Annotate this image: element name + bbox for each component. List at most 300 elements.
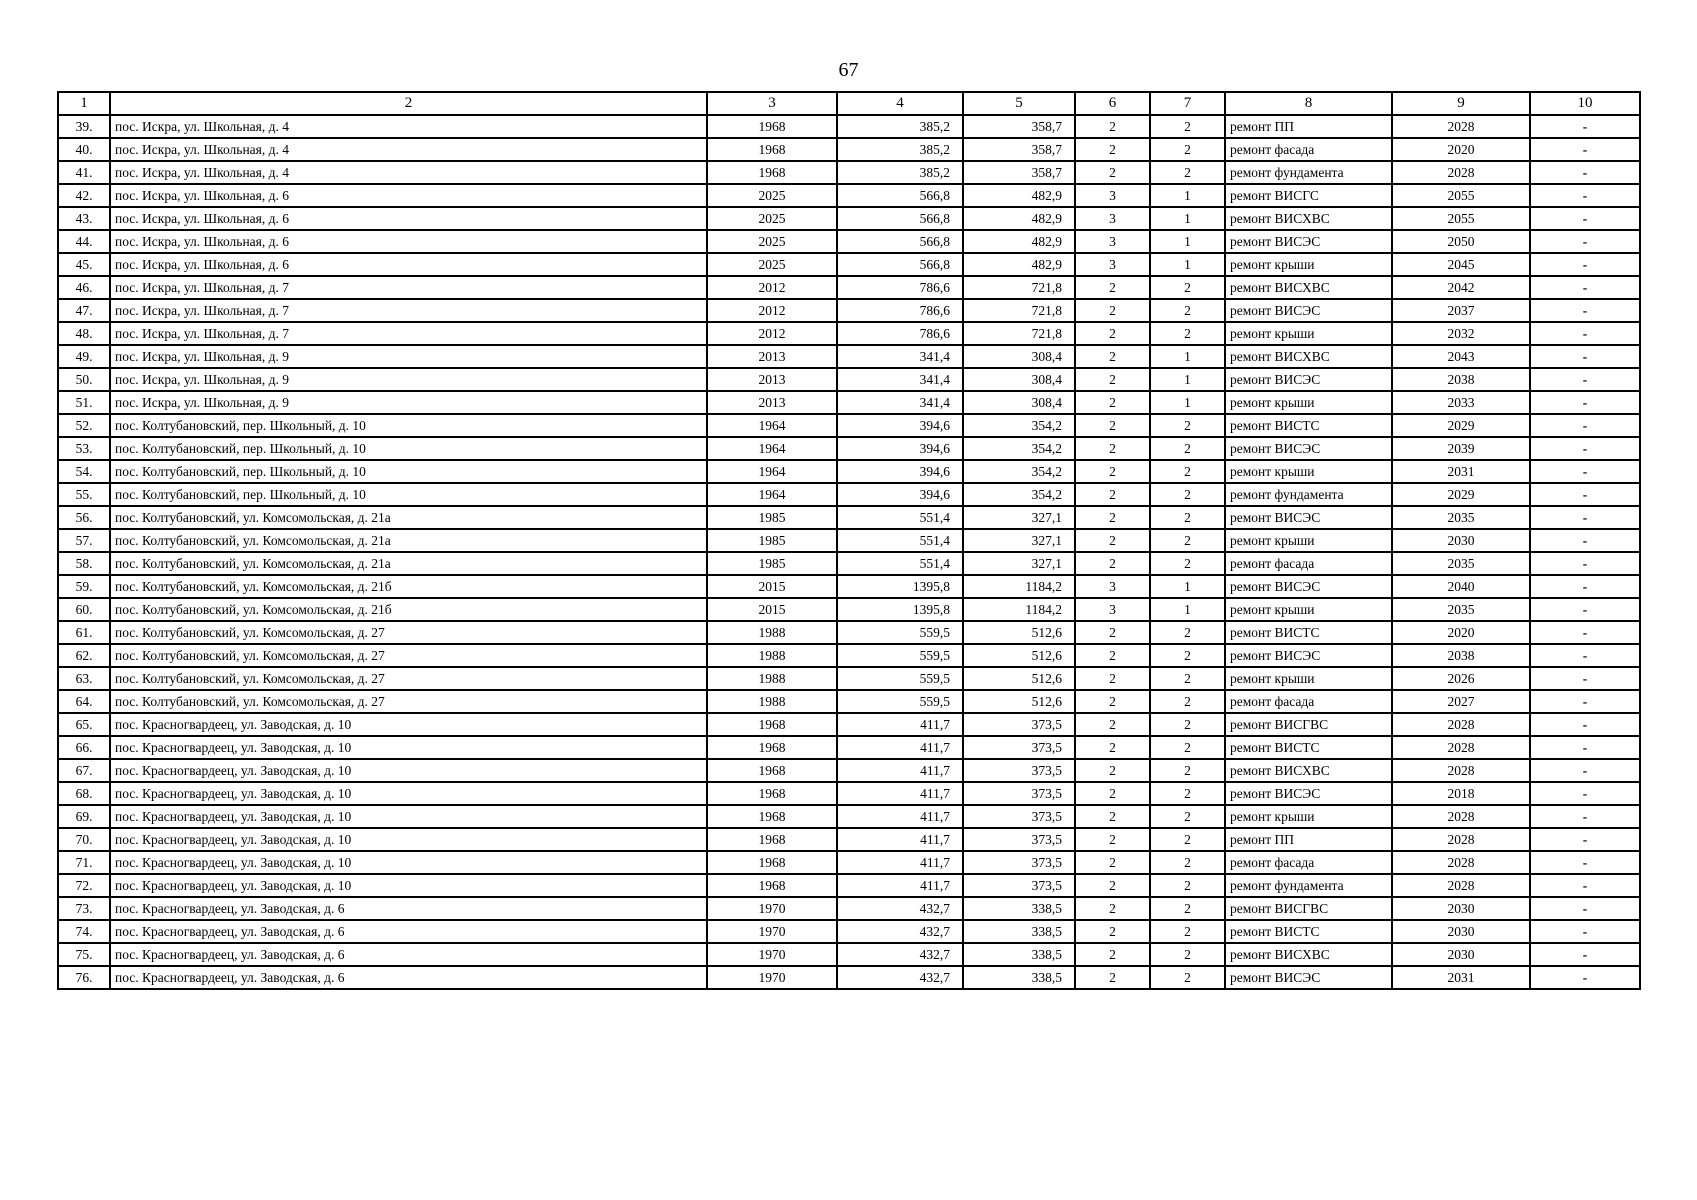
floors-cell: 2 (1075, 805, 1150, 828)
floors-cell: 2 (1075, 138, 1150, 161)
note-cell: - (1530, 759, 1640, 782)
row-number-cell: 69. (58, 805, 110, 828)
planned-year-cell: 2040 (1392, 575, 1530, 598)
work-type-cell: ремонт ВИСЭС (1225, 506, 1392, 529)
entrances-cell: 2 (1150, 828, 1225, 851)
living-area-cell: 373,5 (963, 828, 1075, 851)
total-area-cell: 786,6 (837, 276, 963, 299)
note-cell: - (1530, 437, 1640, 460)
note-cell: - (1530, 943, 1640, 966)
row-number-cell: 62. (58, 644, 110, 667)
year-cell: 2015 (707, 598, 837, 621)
year-cell: 1988 (707, 667, 837, 690)
entrances-cell: 2 (1150, 460, 1225, 483)
row-number-cell: 41. (58, 161, 110, 184)
entrances-cell: 2 (1150, 851, 1225, 874)
entrances-cell: 2 (1150, 805, 1225, 828)
note-cell: - (1530, 253, 1640, 276)
entrances-cell: 2 (1150, 759, 1225, 782)
entrances-cell: 2 (1150, 276, 1225, 299)
entrances-cell: 2 (1150, 529, 1225, 552)
table-row (58, 851, 1640, 874)
address-cell: пос. Искра, ул. Школьная, д. 4 (110, 138, 707, 161)
floors-cell: 2 (1075, 437, 1150, 460)
floors-cell: 2 (1075, 851, 1150, 874)
year-cell: 2025 (707, 207, 837, 230)
planned-year-cell: 2037 (1392, 299, 1530, 322)
table-row (58, 690, 1640, 713)
table-row (58, 161, 1640, 184)
floors-cell: 2 (1075, 874, 1150, 897)
year-cell: 2025 (707, 184, 837, 207)
work-type-cell: ремонт ВИСТС (1225, 414, 1392, 437)
note-cell: - (1530, 345, 1640, 368)
row-number-cell: 39. (58, 115, 110, 138)
planned-year-cell: 2055 (1392, 207, 1530, 230)
floors-cell: 2 (1075, 391, 1150, 414)
total-area-cell: 411,7 (837, 874, 963, 897)
year-cell: 2015 (707, 575, 837, 598)
work-type-cell: ремонт ПП (1225, 115, 1392, 138)
row-number-cell: 67. (58, 759, 110, 782)
total-area-cell: 341,4 (837, 368, 963, 391)
planned-year-cell: 2028 (1392, 713, 1530, 736)
row-number-cell: 56. (58, 506, 110, 529)
table-row (58, 874, 1640, 897)
note-cell: - (1530, 874, 1640, 897)
floors-cell: 2 (1075, 368, 1150, 391)
work-type-cell: ремонт ВИСЭС (1225, 782, 1392, 805)
living-area-cell: 327,1 (963, 506, 1075, 529)
floors-cell: 2 (1075, 713, 1150, 736)
work-type-cell: ремонт ВИСХВС (1225, 345, 1392, 368)
note-cell: - (1530, 414, 1640, 437)
work-type-cell: ремонт ВИСЭС (1225, 644, 1392, 667)
living-area-cell: 373,5 (963, 713, 1075, 736)
table-row (58, 506, 1640, 529)
floors-cell: 2 (1075, 621, 1150, 644)
work-type-cell: ремонт ВИСТС (1225, 621, 1392, 644)
year-cell: 1985 (707, 506, 837, 529)
planned-year-cell: 2031 (1392, 460, 1530, 483)
note-cell: - (1530, 529, 1640, 552)
floors-cell: 2 (1075, 736, 1150, 759)
work-type-cell: ремонт фасада (1225, 552, 1392, 575)
year-cell: 1985 (707, 529, 837, 552)
note-cell: - (1530, 115, 1640, 138)
table-row (58, 414, 1640, 437)
entrances-cell: 2 (1150, 897, 1225, 920)
floors-cell: 3 (1075, 575, 1150, 598)
total-area-cell: 385,2 (837, 161, 963, 184)
floors-cell: 3 (1075, 184, 1150, 207)
note-cell: - (1530, 713, 1640, 736)
note-cell: - (1530, 736, 1640, 759)
planned-year-cell: 2042 (1392, 276, 1530, 299)
year-cell: 1970 (707, 966, 837, 989)
planned-year-cell: 2045 (1392, 253, 1530, 276)
planned-year-cell: 2050 (1392, 230, 1530, 253)
entrances-cell: 2 (1150, 506, 1225, 529)
planned-year-cell: 2028 (1392, 874, 1530, 897)
entrances-cell: 2 (1150, 115, 1225, 138)
note-cell: - (1530, 299, 1640, 322)
row-number-cell: 63. (58, 667, 110, 690)
living-area-cell: 512,6 (963, 667, 1075, 690)
row-number-cell: 57. (58, 529, 110, 552)
address-cell: пос. Красногвардеец, ул. Заводская, д. 10 (110, 759, 707, 782)
column-header-8: 8 (1225, 92, 1392, 115)
address-cell: пос. Искра, ул. Школьная, д. 7 (110, 322, 707, 345)
planned-year-cell: 2028 (1392, 805, 1530, 828)
year-cell: 1968 (707, 805, 837, 828)
work-type-cell: ремонт фасада (1225, 138, 1392, 161)
page-number: 67 (838, 59, 859, 81)
table-row (58, 552, 1640, 575)
repair-schedule-table (57, 91, 1641, 990)
floors-cell: 3 (1075, 598, 1150, 621)
planned-year-cell: 2028 (1392, 115, 1530, 138)
column-header-9: 9 (1392, 92, 1530, 115)
floors-cell: 2 (1075, 644, 1150, 667)
work-type-cell: ремонт ВИСГВС (1225, 897, 1392, 920)
address-cell: пос. Красногвардеец, ул. Заводская, д. 10 (110, 828, 707, 851)
entrances-cell: 2 (1150, 713, 1225, 736)
total-area-cell: 551,4 (837, 552, 963, 575)
entrances-cell: 2 (1150, 943, 1225, 966)
work-type-cell: ремонт фундамента (1225, 874, 1392, 897)
total-area-cell: 341,4 (837, 391, 963, 414)
work-type-cell: ремонт ВИСЭС (1225, 299, 1392, 322)
living-area-cell: 373,5 (963, 874, 1075, 897)
note-cell: - (1530, 805, 1640, 828)
entrances-cell: 2 (1150, 874, 1225, 897)
table-row (58, 345, 1640, 368)
table-row (58, 207, 1640, 230)
year-cell: 1964 (707, 460, 837, 483)
planned-year-cell: 2028 (1392, 828, 1530, 851)
note-cell: - (1530, 690, 1640, 713)
work-type-cell: ремонт фундамента (1225, 161, 1392, 184)
planned-year-cell: 2030 (1392, 897, 1530, 920)
note-cell: - (1530, 483, 1640, 506)
total-area-cell: 559,5 (837, 644, 963, 667)
planned-year-cell: 2028 (1392, 759, 1530, 782)
floors-cell: 2 (1075, 966, 1150, 989)
row-number-cell: 43. (58, 207, 110, 230)
entrances-cell: 2 (1150, 690, 1225, 713)
work-type-cell: ремонт ПП (1225, 828, 1392, 851)
year-cell: 1968 (707, 115, 837, 138)
year-cell: 1968 (707, 736, 837, 759)
entrances-cell: 1 (1150, 230, 1225, 253)
work-type-cell: ремонт крыши (1225, 667, 1392, 690)
planned-year-cell: 2026 (1392, 667, 1530, 690)
floors-cell: 2 (1075, 920, 1150, 943)
address-cell: пос. Красногвардеец, ул. Заводская, д. 6 (110, 943, 707, 966)
total-area-cell: 786,6 (837, 322, 963, 345)
floors-cell: 3 (1075, 253, 1150, 276)
living-area-cell: 512,6 (963, 621, 1075, 644)
row-number-cell: 74. (58, 920, 110, 943)
year-cell: 1970 (707, 897, 837, 920)
planned-year-cell: 2032 (1392, 322, 1530, 345)
living-area-cell: 338,5 (963, 966, 1075, 989)
year-cell: 2013 (707, 345, 837, 368)
year-cell: 1968 (707, 851, 837, 874)
floors-cell: 2 (1075, 345, 1150, 368)
note-cell: - (1530, 644, 1640, 667)
living-area-cell: 512,6 (963, 690, 1075, 713)
living-area-cell: 358,7 (963, 138, 1075, 161)
address-cell: пос. Колтубановский, ул. Комсомольская, д. 21б (110, 598, 707, 621)
year-cell: 1970 (707, 943, 837, 966)
address-cell: пос. Искра, ул. Школьная, д. 6 (110, 230, 707, 253)
living-area-cell: 1184,2 (963, 575, 1075, 598)
entrances-cell: 2 (1150, 414, 1225, 437)
total-area-cell: 341,4 (837, 345, 963, 368)
note-cell: - (1530, 391, 1640, 414)
total-area-cell: 385,2 (837, 115, 963, 138)
address-cell: пос. Искра, ул. Школьная, д. 9 (110, 391, 707, 414)
work-type-cell: ремонт ВИСГВС (1225, 713, 1392, 736)
work-type-cell: ремонт фасада (1225, 851, 1392, 874)
address-cell: пос. Колтубановский, пер. Школьный, д. 10 (110, 414, 707, 437)
table-row (58, 184, 1640, 207)
floors-cell: 2 (1075, 276, 1150, 299)
living-area-cell: 358,7 (963, 115, 1075, 138)
table-row (58, 322, 1640, 345)
row-number-cell: 70. (58, 828, 110, 851)
total-area-cell: 551,4 (837, 506, 963, 529)
living-area-cell: 721,8 (963, 276, 1075, 299)
work-type-cell: ремонт крыши (1225, 529, 1392, 552)
total-area-cell: 411,7 (837, 851, 963, 874)
table-row (58, 805, 1640, 828)
work-type-cell: ремонт ВИСГС (1225, 184, 1392, 207)
note-cell: - (1530, 966, 1640, 989)
address-cell: пос. Колтубановский, ул. Комсомольская, д. 27 (110, 667, 707, 690)
total-area-cell: 394,6 (837, 460, 963, 483)
row-number-cell: 47. (58, 299, 110, 322)
total-area-cell: 411,7 (837, 782, 963, 805)
total-area-cell: 394,6 (837, 437, 963, 460)
row-number-cell: 45. (58, 253, 110, 276)
entrances-cell: 1 (1150, 575, 1225, 598)
planned-year-cell: 2033 (1392, 391, 1530, 414)
total-area-cell: 786,6 (837, 299, 963, 322)
year-cell: 1988 (707, 644, 837, 667)
table-row (58, 644, 1640, 667)
year-cell: 1970 (707, 920, 837, 943)
column-header-7: 7 (1150, 92, 1225, 115)
entrances-cell: 2 (1150, 966, 1225, 989)
floors-cell: 3 (1075, 230, 1150, 253)
table-row (58, 575, 1640, 598)
table-body (58, 115, 1640, 989)
entrances-cell: 1 (1150, 391, 1225, 414)
address-cell: пос. Искра, ул. Школьная, д. 6 (110, 184, 707, 207)
planned-year-cell: 2055 (1392, 184, 1530, 207)
planned-year-cell: 2035 (1392, 598, 1530, 621)
living-area-cell: 358,7 (963, 161, 1075, 184)
table-header (58, 92, 1640, 115)
total-area-cell: 411,7 (837, 713, 963, 736)
row-number-cell: 59. (58, 575, 110, 598)
total-area-cell: 385,2 (837, 138, 963, 161)
entrances-cell: 1 (1150, 253, 1225, 276)
planned-year-cell: 2020 (1392, 621, 1530, 644)
row-number-cell: 66. (58, 736, 110, 759)
year-cell: 2012 (707, 299, 837, 322)
entrances-cell: 2 (1150, 483, 1225, 506)
row-number-cell: 44. (58, 230, 110, 253)
year-cell: 1964 (707, 414, 837, 437)
note-cell: - (1530, 138, 1640, 161)
work-type-cell: ремонт крыши (1225, 598, 1392, 621)
year-cell: 1968 (707, 828, 837, 851)
floors-cell: 2 (1075, 460, 1150, 483)
address-cell: пос. Красногвардеец, ул. Заводская, д. 10 (110, 874, 707, 897)
work-type-cell: ремонт фундамента (1225, 483, 1392, 506)
row-number-cell: 76. (58, 966, 110, 989)
total-area-cell: 566,8 (837, 253, 963, 276)
row-number-cell: 68. (58, 782, 110, 805)
floors-cell: 3 (1075, 207, 1150, 230)
row-number-cell: 75. (58, 943, 110, 966)
address-cell: пос. Колтубановский, пер. Школьный, д. 10 (110, 460, 707, 483)
planned-year-cell: 2030 (1392, 943, 1530, 966)
floors-cell: 2 (1075, 299, 1150, 322)
note-cell: - (1530, 207, 1640, 230)
planned-year-cell: 2028 (1392, 736, 1530, 759)
table-row (58, 115, 1640, 138)
entrances-cell: 2 (1150, 621, 1225, 644)
entrances-cell: 2 (1150, 782, 1225, 805)
table-row (58, 943, 1640, 966)
living-area-cell: 721,8 (963, 322, 1075, 345)
year-cell: 1968 (707, 759, 837, 782)
table-row (58, 713, 1640, 736)
column-header-5: 5 (963, 92, 1075, 115)
total-area-cell: 1395,8 (837, 598, 963, 621)
table-row (58, 897, 1640, 920)
column-header-1: 1 (58, 92, 110, 115)
address-cell: пос. Красногвардеец, ул. Заводская, д. 10 (110, 851, 707, 874)
note-cell: - (1530, 184, 1640, 207)
address-cell: пос. Колтубановский, ул. Комсомольская, д. 27 (110, 621, 707, 644)
entrances-cell: 2 (1150, 644, 1225, 667)
total-area-cell: 432,7 (837, 920, 963, 943)
row-number-cell: 46. (58, 276, 110, 299)
entrances-cell: 2 (1150, 920, 1225, 943)
note-cell: - (1530, 552, 1640, 575)
table-row (58, 667, 1640, 690)
address-cell: пос. Искра, ул. Школьная, д. 4 (110, 115, 707, 138)
work-type-cell: ремонт ВИСЭС (1225, 368, 1392, 391)
column-header-6: 6 (1075, 92, 1150, 115)
living-area-cell: 327,1 (963, 529, 1075, 552)
row-number-cell: 53. (58, 437, 110, 460)
row-number-cell: 72. (58, 874, 110, 897)
table-row (58, 460, 1640, 483)
total-area-cell: 411,7 (837, 828, 963, 851)
work-type-cell: ремонт крыши (1225, 391, 1392, 414)
row-number-cell: 73. (58, 897, 110, 920)
living-area-cell: 308,4 (963, 391, 1075, 414)
planned-year-cell: 2020 (1392, 138, 1530, 161)
total-area-cell: 559,5 (837, 621, 963, 644)
address-cell: пос. Красногвардеец, ул. Заводская, д. 6 (110, 897, 707, 920)
floors-cell: 2 (1075, 115, 1150, 138)
floors-cell: 2 (1075, 483, 1150, 506)
entrances-cell: 2 (1150, 138, 1225, 161)
row-number-cell: 71. (58, 851, 110, 874)
note-cell: - (1530, 851, 1640, 874)
entrances-cell: 1 (1150, 345, 1225, 368)
total-area-cell: 566,8 (837, 184, 963, 207)
address-cell: пос. Искра, ул. Школьная, д. 4 (110, 161, 707, 184)
entrances-cell: 2 (1150, 299, 1225, 322)
living-area-cell: 308,4 (963, 368, 1075, 391)
living-area-cell: 721,8 (963, 299, 1075, 322)
planned-year-cell: 2035 (1392, 552, 1530, 575)
work-type-cell: ремонт ВИСЭС (1225, 437, 1392, 460)
living-area-cell: 482,9 (963, 230, 1075, 253)
total-area-cell: 411,7 (837, 736, 963, 759)
work-type-cell: ремонт ВИСЭС (1225, 230, 1392, 253)
year-cell: 1964 (707, 483, 837, 506)
floors-cell: 2 (1075, 690, 1150, 713)
living-area-cell: 482,9 (963, 207, 1075, 230)
table-row (58, 391, 1640, 414)
table-row (58, 529, 1640, 552)
row-number-cell: 49. (58, 345, 110, 368)
address-cell: пос. Искра, ул. Школьная, д. 9 (110, 368, 707, 391)
address-cell: пос. Колтубановский, ул. Комсомольская, д. 27 (110, 644, 707, 667)
work-type-cell: ремонт ВИСТС (1225, 736, 1392, 759)
note-cell: - (1530, 322, 1640, 345)
address-cell: пос. Колтубановский, ул. Комсомольская, д. 21а (110, 506, 707, 529)
work-type-cell: ремонт крыши (1225, 253, 1392, 276)
address-cell: пос. Красногвардеец, ул. Заводская, д. 10 (110, 805, 707, 828)
living-area-cell: 354,2 (963, 460, 1075, 483)
floors-cell: 2 (1075, 552, 1150, 575)
work-type-cell: ремонт ВИСТС (1225, 920, 1392, 943)
header-row (58, 92, 1640, 115)
planned-year-cell: 2029 (1392, 414, 1530, 437)
note-cell: - (1530, 598, 1640, 621)
entrances-cell: 2 (1150, 322, 1225, 345)
living-area-cell: 373,5 (963, 736, 1075, 759)
table-row (58, 230, 1640, 253)
row-number-cell: 65. (58, 713, 110, 736)
work-type-cell: ремонт ВИСХВС (1225, 207, 1392, 230)
living-area-cell: 308,4 (963, 345, 1075, 368)
living-area-cell: 354,2 (963, 437, 1075, 460)
table-row (58, 828, 1640, 851)
row-number-cell: 61. (58, 621, 110, 644)
floors-cell: 2 (1075, 506, 1150, 529)
total-area-cell: 432,7 (837, 943, 963, 966)
table-row (58, 966, 1640, 989)
living-area-cell: 338,5 (963, 897, 1075, 920)
living-area-cell: 354,2 (963, 414, 1075, 437)
address-cell: пос. Искра, ул. Школьная, д. 9 (110, 345, 707, 368)
floors-cell: 2 (1075, 161, 1150, 184)
address-cell: пос. Колтубановский, ул. Комсомольская, д. 21а (110, 529, 707, 552)
table-row (58, 437, 1640, 460)
